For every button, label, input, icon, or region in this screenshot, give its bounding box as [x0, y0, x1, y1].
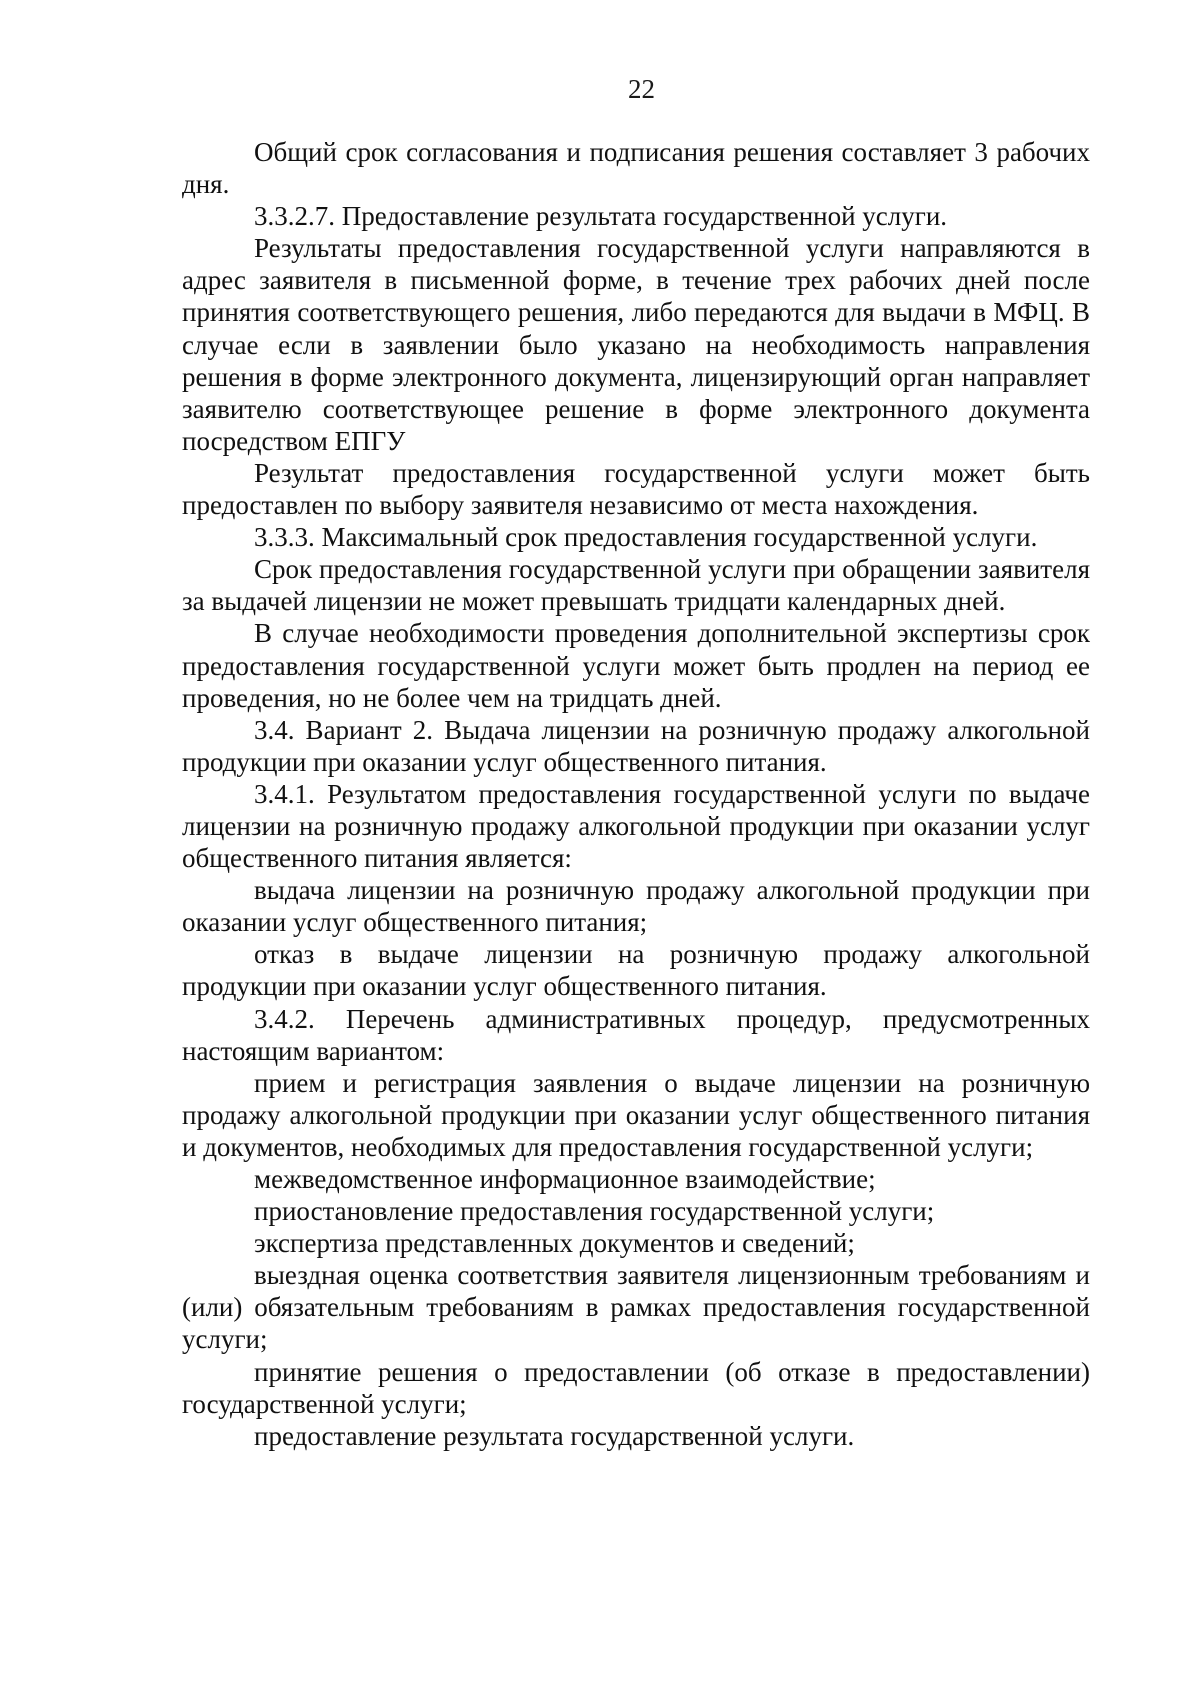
page-number: 22 [628, 74, 655, 104]
paragraph: Результат предоставления государственной услуги может быть предоставлен по выбору заявителя независимо от места нахождения. [182, 457, 1090, 521]
list-item: принятие решения о предоставлении (об отказе в предоставлении) государственной услуги; [182, 1356, 1090, 1419]
paragraph: Общий срок согласования и подписания решения составляет 3 рабочих дня. [182, 137, 1090, 200]
document-body [182, 136, 1090, 1452]
paragraph: Результаты предоставления государственной услуги направляются в адрес заявителя в письменной форме, в течение трех рабочих дней после принятия соответствующего решения, либо передаются для выдачи в МФЦ. В случае если в заявлении было указано на необходимость направления решения в форме электронного документа, лицензирующий орган направляет заявителю соответствующее решение в форме электронного документа посредством ЕПГУ [182, 233, 1090, 456]
list-item: прием и регистрация заявления о выдаче лицензии на розничную продажу алкогольной продукции при оказании услуг общественного питания и документов, необходимых для предоставления государственной услуги; [182, 1067, 1090, 1162]
list-item: выездная оценка соответствия заявителя лицензионным требованиям и (или) обязательным требованиям в рамках предоставления государственной услуги; [182, 1260, 1090, 1355]
paragraph: В случае необходимости проведения дополнительной экспертизы срок предоставления государственной услуги может быть продлен на период ее проведения, но не более чем на тридцать дней. [182, 618, 1090, 713]
list-item: приостановление предоставления государственной услуги; [254, 1196, 935, 1227]
list-item: предоставление результата государственной услуги. [254, 1420, 855, 1451]
paragraph: 3.4. Вариант 2. Выдача лицензии на розничную продажу алкогольной продукции при оказании услуг общественного питания. [182, 714, 1090, 777]
paragraph: 3.3.3. Максимальный срок предоставления государственной услуги. [254, 522, 1038, 553]
paragraph: 3.3.2.7. Предоставление результата государственной услуги. [254, 201, 948, 232]
list-item: межведомственное информационное взаимодействие; [254, 1164, 876, 1194]
paragraph: 3.4.1. Результатом предоставления государственной услуги по выдаче лицензии на розничную продажу алкогольной продукции при оказании услуг общественного питания является: [182, 778, 1090, 874]
paragraph: 3.4.2. Перечень административных процедур, предусмотренных настоящим вариантом: [182, 1003, 1090, 1066]
list-item: экспертиза представленных документов и сведений; [254, 1228, 855, 1259]
list-item: выдача лицензии на розничную продажу алкогольной продукции при оказании услуг общественного питания; [182, 875, 1090, 938]
paragraph: Срок предоставления государственной услуги при обращении заявителя за выдачей лицензии не может превышать тридцати календарных дней. [182, 554, 1090, 617]
list-item: отказ в выдаче лицензии на розничную продажу алкогольной продукции при оказании услуг общественного питания. [182, 939, 1090, 1002]
